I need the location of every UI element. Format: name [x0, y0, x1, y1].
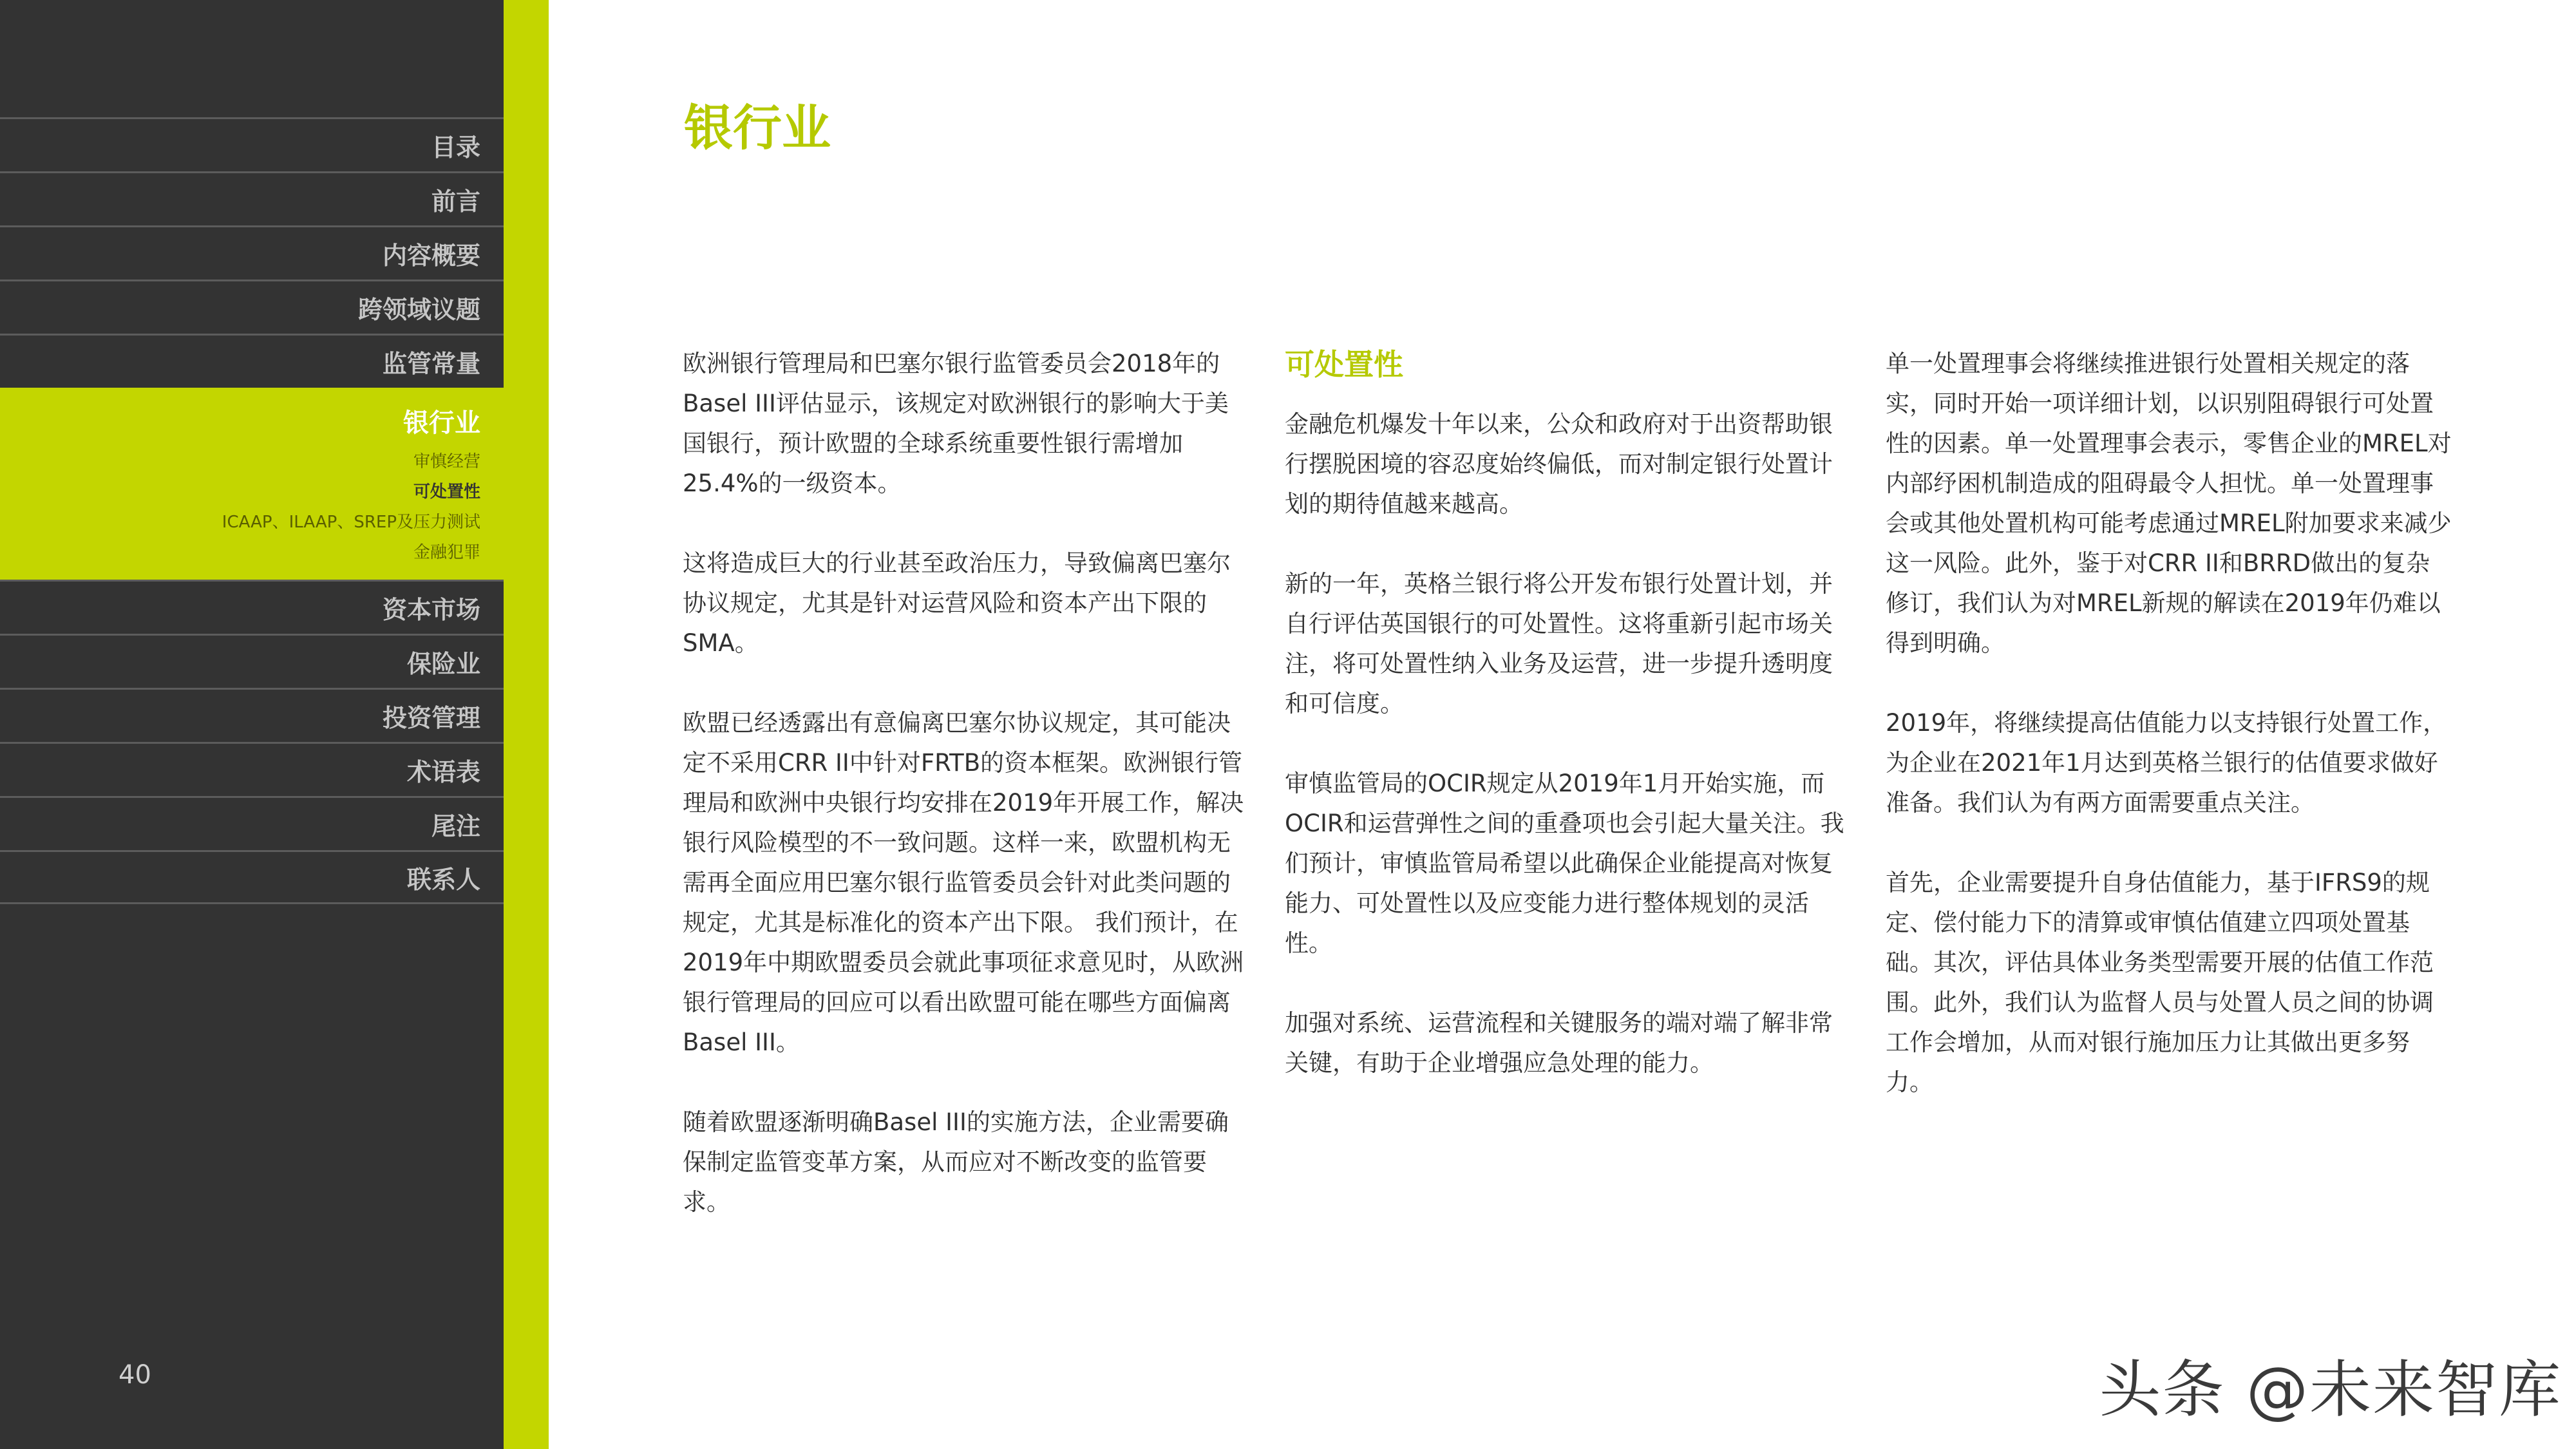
nav-active-label: 银行业 [403, 408, 480, 438]
section-heading: 可处置性 [1285, 347, 1403, 382]
text-column-3 [1886, 344, 2452, 1142]
accent-bar [504, 0, 549, 1449]
paragraph: 单一处置理事会将继续推进银行处置相关规定的落实，同时开始一项详细计划，以识别阻碍银行可处置性的因素。单一处置理事会表示，零售企业的MREL对内部纾困机制造成的阻碍最令人担忧。单一处置理事会或其他处置机构可能考虑通过MREL附加要求来减少这一风险。此外，鉴于对CRR II和BRRD做出的复杂修订，我们认为对MREL新规的解读在2019年仍难以得到明确。 [1886, 350, 2452, 657]
sidebar [0, 0, 504, 1449]
nav-item-contacts[interactable]: 联系人 [0, 850, 504, 904]
paragraph: 随着欧盟逐渐明确Basel III的实施方法，企业需要确保制定监管变革方案，从而应对不断改变的监管要求。 [683, 1108, 1229, 1216]
paragraph: 这将造成巨大的行业甚至政治压力，导致偏离巴塞尔协议规定，尤其是针对运营风险和资本产出下限的SMA。 [683, 549, 1231, 657]
nav-item-capital-markets[interactable]: 资本市场 [0, 580, 504, 634]
nav-item-glossary[interactable]: 术语表 [0, 742, 504, 796]
nav-item-contents[interactable]: 目录 [0, 117, 504, 171]
section-nav [0, 117, 504, 904]
paragraph: 首先，企业需要提升自身估值能力，基于IFRS9的规定、偿付能力下的清算或审慎估值建立四项处置基础。其次，评估具体业务类型需要开展的估值工作范围。此外，我们认为监督人员与处置人员之间的协调工作会增加，从而对银行施加压力让其做出更多努力。 [1886, 869, 2434, 1096]
nav-subitem-resolvability[interactable]: 可处置性 [413, 482, 480, 502]
paragraph: 金融危机爆发十年以来，公众和政府对于出资帮助银行摆脱困境的容忍度始终偏低，而对制定银行处置计划的期待值越来越高。 [1285, 410, 1833, 518]
nav-item-banking-active[interactable] [0, 388, 504, 580]
nav-item-insurance[interactable]: 保险业 [0, 634, 504, 688]
text-column-2 [1285, 344, 1845, 1123]
paragraph: 欧洲银行管理局和巴塞尔银行监管委员会2018年的Basel III评估显示，该规定对欧洲银行的影响大于美国银行，预计欧盟的全球系统重要性银行需增加25.4%的一级资本。 [683, 350, 1229, 497]
nav-subitem-prudential[interactable]: 审慎经营 [413, 452, 480, 471]
paragraph: 2019年，将继续提高估值能力以支持银行处置工作，为企业在2021年1月达到英格兰银行的估值要求做好准备。我们认为有两方面需要重点关注。 [1886, 709, 2447, 817]
paragraph: 加强对系统、运营流程和关键服务的端对端了解非常关键，有助于企业增强应急处理的能力。 [1285, 1009, 1833, 1077]
nav-subitem-icaap[interactable]: ICAAP、ILAAP、SREP及压力测试 [222, 513, 480, 532]
nav-item-investment[interactable]: 投资管理 [0, 688, 504, 742]
nav-item-foreword[interactable]: 前言 [0, 171, 504, 225]
paragraph: 欧盟已经透露出有意偏离巴塞尔协议规定，其可能决定不采用CRR II中针对FRTB的资本框架。欧洲银行管理局和欧洲中央银行均安排在2019年开展工作，解决银行风险模型的不一致问题。这样一来，欧盟机构无需再全面应用巴塞尔银行监管委员会针对此类问题的规定，尤其是标准化的资本产出下限。 我们预计，在2019年中期欧盟委员会就此事项征求意见时，从欧洲银行管理局的回应可以看出欧盟可能在哪些方面偏离Basel III。 [683, 709, 1244, 1056]
paragraph: 新的一年，英格兰银行将公开发布银行处置计划，并自行评估英国银行的可处置性。这将重新引起市场关注，将可处置性纳入业务及运营，进一步提升透明度和可信度。 [1285, 570, 1833, 717]
paragraph: 审慎监管局的OCIR规定从2019年1月开始实施，而OCIR和运营弹性之间的重叠项也会引起大量关注。我们预计，审慎监管局希望以此确保企业能提高对恢复能力、可处置性以及应变能力进行整体规划的灵活性。 [1285, 770, 1844, 957]
text-column-1 [683, 344, 1249, 1262]
page-number: 40 [118, 1360, 151, 1390]
nav-subitem-financial-crime[interactable]: 金融犯罪 [413, 543, 480, 562]
nav-item-cross-sector[interactable]: 跨领域议题 [0, 279, 504, 334]
nav-item-endnotes[interactable]: 尾注 [0, 796, 504, 850]
nav-item-summary[interactable]: 内容概要 [0, 225, 504, 279]
watermark: 头条 @未来智库 [2099, 1354, 2562, 1426]
page-title: 银行业 [684, 99, 831, 156]
nav-item-regulatory-constants[interactable]: 监管常量 [0, 334, 504, 388]
